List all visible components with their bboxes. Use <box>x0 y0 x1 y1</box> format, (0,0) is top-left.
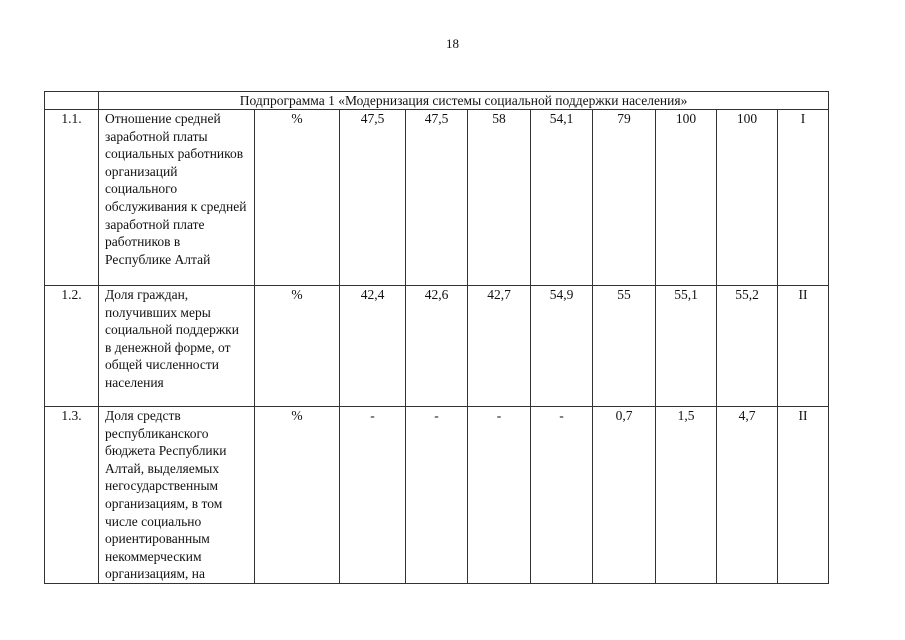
value-cell: 42,7 <box>468 286 531 407</box>
category-cell: I <box>778 110 829 286</box>
row-number: 1.1. <box>45 110 99 286</box>
page-number: 18 <box>446 36 459 51</box>
value-cell: - <box>531 407 593 584</box>
value-cell: - <box>340 407 406 584</box>
value-cell: 55,1 <box>656 286 717 407</box>
table-row <box>45 407 829 584</box>
category-cell: II <box>778 286 829 407</box>
value-cell: 100 <box>656 110 717 286</box>
value-cell: 47,5 <box>340 110 406 286</box>
indicator-name: Доля граждан, получивших меры социальной поддержки в денежной форме, от общей численности населения <box>99 286 255 407</box>
value-cell: 55,2 <box>717 286 778 407</box>
value-cell: 0,7 <box>593 407 656 584</box>
row-number: 1.3. <box>45 407 99 584</box>
value-cell: 100 <box>717 110 778 286</box>
indicators-table <box>44 91 829 584</box>
value-cell: 58 <box>468 110 531 286</box>
unit-cell: % <box>255 286 340 407</box>
value-cell: 42,4 <box>340 286 406 407</box>
unit-cell: % <box>255 110 340 286</box>
header-blank-cell <box>45 92 99 110</box>
value-cell: 79 <box>593 110 656 286</box>
row-number: 1.2. <box>45 286 99 407</box>
indicator-name: Доля средств республиканского бюджета Республики Алтай, выделяемых негосударственным организациям, в том числе социально ориентированным некоммерческим организациям, на <box>99 407 255 584</box>
subprogram-header-row <box>45 92 829 110</box>
category-cell: II <box>778 407 829 584</box>
value-cell: 4,7 <box>717 407 778 584</box>
table-row <box>45 286 829 407</box>
value-cell: 47,5 <box>406 110 468 286</box>
table-row <box>45 110 829 286</box>
subprogram-title: Подпрограмма 1 «Модернизация системы социальной поддержки населения» <box>99 92 829 110</box>
value-cell: - <box>406 407 468 584</box>
value-cell: 54,9 <box>531 286 593 407</box>
value-cell: 1,5 <box>656 407 717 584</box>
value-cell: 54,1 <box>531 110 593 286</box>
value-cell: - <box>468 407 531 584</box>
unit-cell: % <box>255 407 340 584</box>
value-cell: 42,6 <box>406 286 468 407</box>
value-cell: 55 <box>593 286 656 407</box>
indicator-name: Отношение средней заработной платы социальных работников организаций социального обслуживания к средней заработной плате работников в Республике Алтай <box>99 110 255 286</box>
